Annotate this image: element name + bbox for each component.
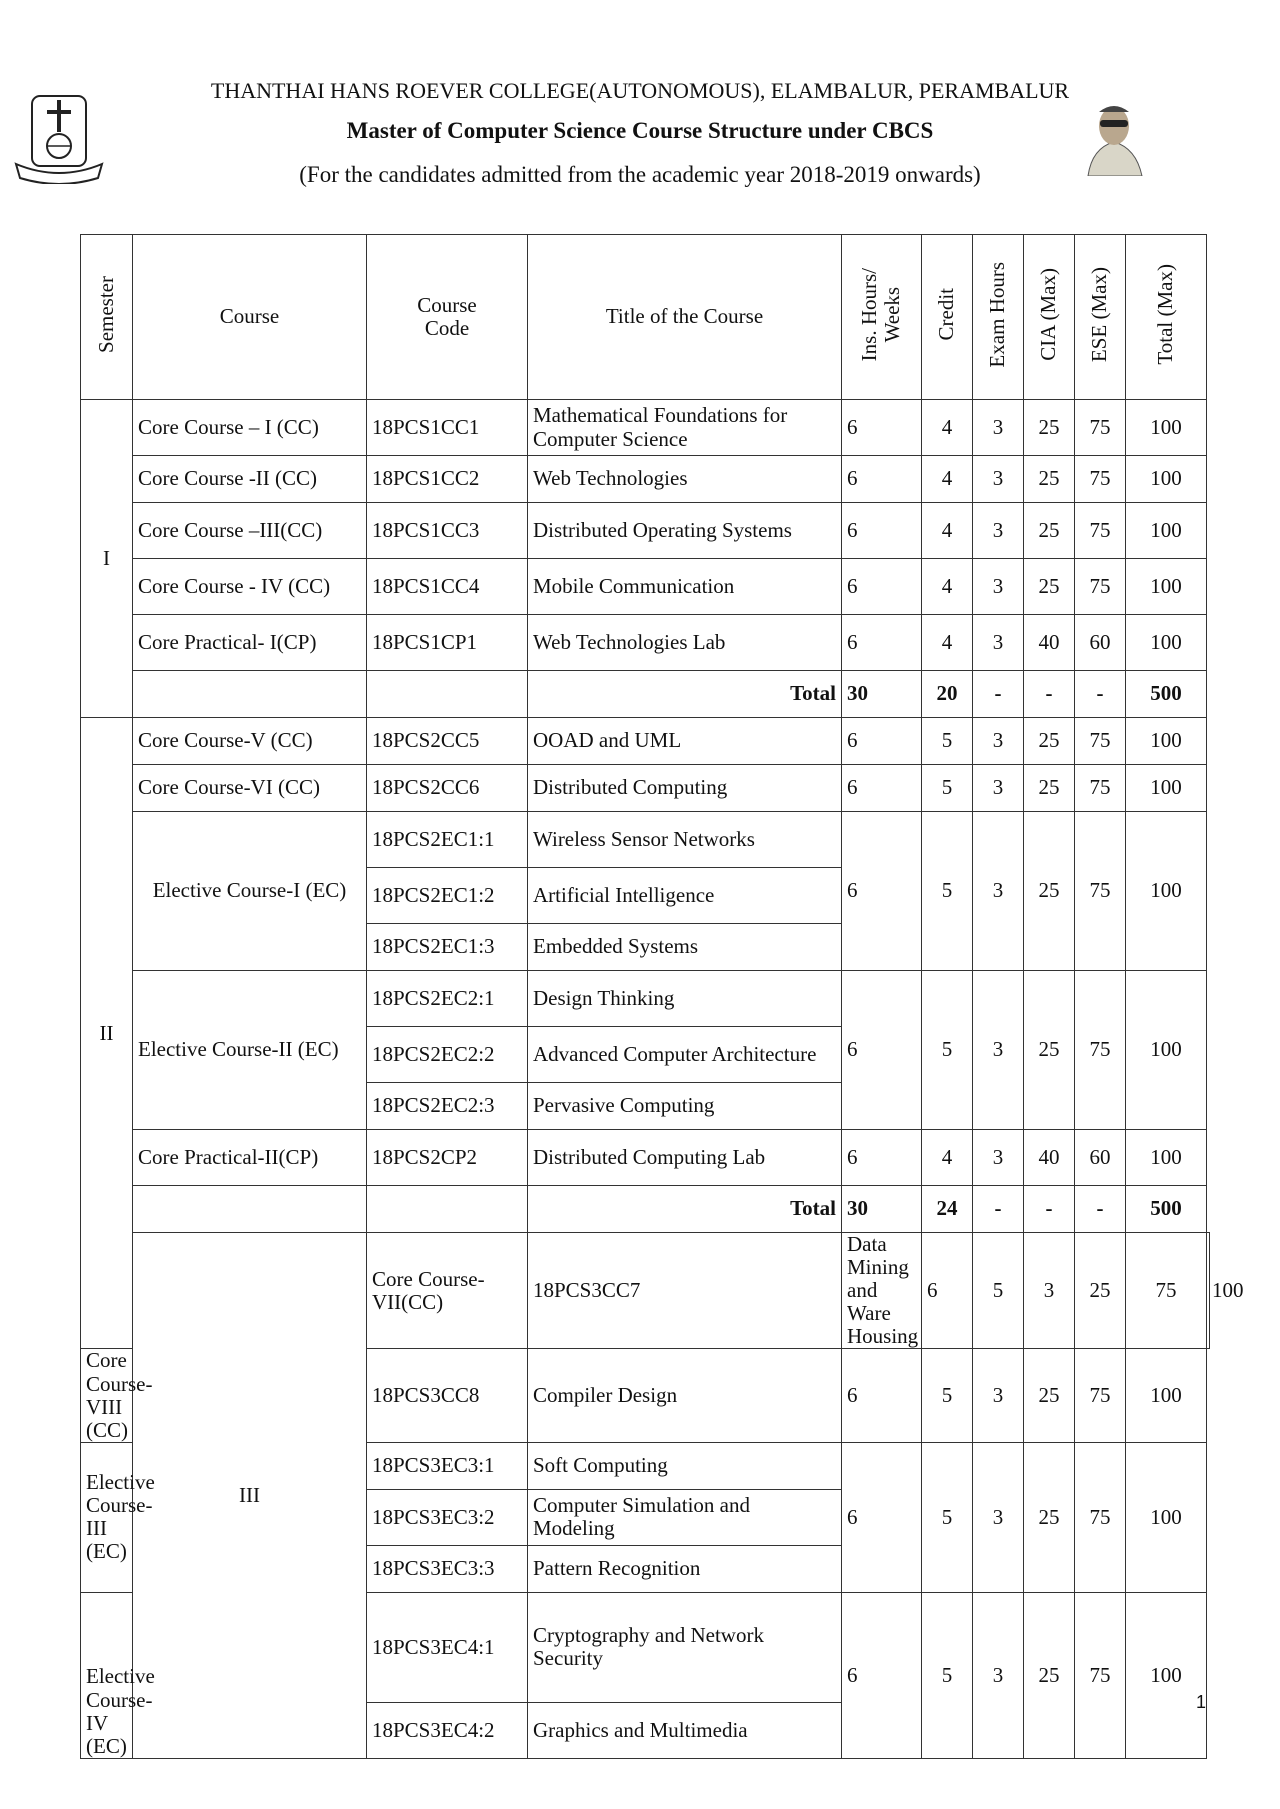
exam-hours: 3 [973,559,1024,615]
course-title: Design Thinking [528,971,842,1027]
total-label: Total [528,1186,842,1233]
ins-hours: 6 [842,1592,922,1758]
ins-hours: 6 [842,718,922,765]
course-title: Graphics and Multimedia [528,1702,842,1758]
course-code: 18PCS1CC4 [367,559,528,615]
total: 100 [1126,400,1207,456]
table-row [81,456,1210,503]
table-row [81,765,1210,812]
ese: 75 [1075,503,1126,559]
total-dash: - [973,671,1024,718]
ins-hours: 6 [842,765,922,812]
col-hours: Ins. Hours/ Weeks [842,235,922,400]
exam-hours: 3 [973,615,1024,671]
ese: 75 [1075,971,1126,1130]
table-row [81,1130,1210,1186]
ese: 75 [1075,1349,1126,1442]
ese: 60 [1075,615,1126,671]
course-title: Distributed Computing [528,765,842,812]
empty-cell [133,1186,367,1233]
total: 100 [1126,971,1207,1130]
total-credit: 20 [922,671,973,718]
table-row [81,812,1210,868]
page-title: Master of Computer Science Course Structure under CBCS [346,118,934,143]
ese: 75 [1075,765,1126,812]
total: 100 [1126,812,1207,971]
ese: 75 [1075,456,1126,503]
course-title: Soft Computing [528,1442,842,1489]
ese: 75 [1075,559,1126,615]
col-cia: CIA (Max) [1024,235,1075,400]
exam-hours: 3 [973,503,1024,559]
course-title: Distributed Operating Systems [528,503,842,559]
total: 100 [1126,1442,1207,1592]
credit: 5 [922,1442,973,1592]
course-code: 18PCS2EC2:1 [367,971,528,1027]
credit: 4 [922,1130,973,1186]
cia: 25 [1024,1592,1075,1758]
course-title: Web Technologies Lab [528,615,842,671]
exam-hours: 3 [973,765,1024,812]
course-title: Wireless Sensor Networks [528,812,842,868]
course-type: Elective Course-I (EC) [133,812,367,971]
course-code: 18PCS3EC3:3 [367,1545,528,1592]
credit: 5 [922,718,973,765]
table-row [81,971,1210,1027]
exam-hours: 3 [973,971,1024,1130]
total-row [81,1186,1210,1233]
course-code: 18PCS3EC4:2 [367,1702,528,1758]
course-title: Data Mining and Ware Housing [842,1233,922,1349]
total-marks: 500 [1126,671,1207,718]
total-hours: 30 [842,671,922,718]
total-hours: 30 [842,1186,922,1233]
ins-hours: 6 [842,559,922,615]
course-type: Core Course-VII(CC) [367,1233,528,1349]
course-code: 18PCS3CC8 [367,1349,528,1442]
total: 100 [1126,1592,1207,1758]
table-row [81,1233,1210,1349]
exam-hours: 3 [973,1442,1024,1592]
course-title: Advanced Computer Architecture [528,1027,842,1083]
exam-hours: 3 [973,812,1024,971]
total-dash: - [1024,1186,1075,1233]
cia: 25 [1024,456,1075,503]
course-type: Core Course-VI (CC) [133,765,367,812]
ese: 75 [1075,400,1126,456]
course-title: Pattern Recognition [528,1545,842,1592]
course-title: Web Technologies [528,456,842,503]
credit: 5 [922,812,973,971]
course-code: 18PCS3EC4:1 [367,1592,528,1702]
total-dash: - [1024,671,1075,718]
cia: 25 [1024,971,1075,1130]
course-type: Core Course-VIII (CC) [81,1349,133,1442]
semester-label: II [81,718,133,1349]
course-type: Core Course –III(CC) [133,503,367,559]
ins-hours: 6 [842,1349,922,1442]
total: 100 [1126,718,1207,765]
course-type: Core Practical-II(CP) [133,1130,367,1186]
course-code: 18PCS2EC1:1 [367,812,528,868]
col-ese: ESE (Max) [1075,235,1126,400]
cia: 40 [1024,1130,1075,1186]
ins-hours: 6 [842,400,922,456]
table-row [81,615,1210,671]
course-title: Pervasive Computing [528,1083,842,1130]
credit: 4 [922,615,973,671]
credit: 4 [922,400,973,456]
course-code: 18PCS2CP2 [367,1130,528,1186]
course-type: Elective Course-III (EC) [81,1442,133,1592]
table-header-row [81,235,1210,400]
course-code: 18PCS1CC2 [367,456,528,503]
semester-label: III [133,1233,367,1759]
exam-hours: 3 [973,400,1024,456]
total: 100 [1126,765,1207,812]
cia: 25 [1024,812,1075,971]
course-title: Embedded Systems [528,924,842,971]
course-code: 18PCS3EC3:1 [367,1442,528,1489]
cia: 25 [1024,559,1075,615]
ins-hours: 6 [842,456,922,503]
cia: 25 [1024,718,1075,765]
ins-hours: 6 [842,503,922,559]
total-row [81,671,1210,718]
total: 100 [1126,1130,1207,1186]
total: 100 [1126,615,1207,671]
col-course: Course [133,235,367,400]
total: 100 [1126,456,1207,503]
course-type: Elective Course-IV (EC) [81,1592,133,1758]
credit: 5 [922,971,973,1130]
credit: 4 [922,559,973,615]
ins-hours: 6 [842,812,922,971]
credit: 4 [922,456,973,503]
total: 100 [1207,1233,1210,1349]
exam-hours: 3 [973,456,1024,503]
table-row [81,503,1210,559]
course-type: Core Practical- I(CP) [133,615,367,671]
total-label: Total [528,671,842,718]
course-title: Cryptography and Network Security [528,1592,842,1702]
cia: 25 [1024,503,1075,559]
col-course-code: Course Code [367,235,528,400]
ins-hours: 6 [842,971,922,1130]
course-type: Core Course - IV (CC) [133,559,367,615]
table-row [81,559,1210,615]
col-total: Total (Max) [1126,235,1207,400]
exam-hours: 3 [973,718,1024,765]
course-structure-table [80,234,1244,1759]
course-code: 18PCS3CC7 [528,1233,842,1349]
college-name: THANTHAI HANS ROEVER COLLEGE(AUTONOMOUS), ELAMBALUR, PERAMBALUR [210,78,1070,103]
ese: 75 [1126,1233,1207,1349]
course-title: OOAD and UML [528,718,842,765]
ese: 75 [1075,1442,1126,1592]
table-row [81,400,1210,456]
ins-hours: 6 [922,1233,973,1349]
credit: 5 [973,1233,1024,1349]
col-credit: Credit [922,235,973,400]
empty-cell [133,671,367,718]
course-title: Compiler Design [528,1349,842,1442]
total-dash: - [1075,671,1126,718]
ese: 60 [1075,1130,1126,1186]
cia: 25 [1024,400,1075,456]
course-type: Elective Course-II (EC) [133,971,367,1130]
total-dash: - [973,1186,1024,1233]
semester-label: I [81,400,133,718]
exam-hours: 3 [973,1592,1024,1758]
credit: 5 [922,765,973,812]
course-title: Computer Simulation and Modeling [528,1489,842,1545]
course-code: 18PCS2EC1:2 [367,868,528,924]
course-type: Core Course – I (CC) [133,400,367,456]
col-exam-hours: Exam Hours [973,235,1024,400]
ese: 75 [1075,1592,1126,1758]
course-code: 18PCS1CC3 [367,503,528,559]
credit: 5 [922,1349,973,1442]
course-code: 18PCS2CC6 [367,765,528,812]
course-type: Core Course-V (CC) [133,718,367,765]
course-title: Distributed Computing Lab [528,1130,842,1186]
ins-hours: 6 [842,1130,922,1186]
table-row [81,718,1210,765]
ins-hours: 6 [842,615,922,671]
course-title: Artificial Intelligence [528,868,842,924]
exam-hours: 3 [1024,1233,1075,1349]
course-code: 18PCS2EC1:3 [367,924,528,971]
course-code: 18PCS2EC2:3 [367,1083,528,1130]
exam-hours: 3 [973,1130,1024,1186]
cia: 40 [1024,615,1075,671]
page-number: 1 [1196,1692,1207,1712]
empty-cell [367,671,528,718]
course-code: 18PCS1CC1 [367,400,528,456]
cia: 25 [1024,1349,1075,1442]
total: 100 [1126,1349,1207,1442]
total-dash: - [1075,1186,1126,1233]
course-code: 18PCS1CP1 [367,615,528,671]
course-code: 18PCS3EC3:2 [367,1489,528,1545]
cia: 25 [1024,765,1075,812]
credit: 5 [922,1592,973,1758]
cia: 25 [1075,1233,1126,1349]
course-code: 18PCS2CC5 [367,718,528,765]
course-code: 18PCS2EC2:2 [367,1027,528,1083]
ese: 75 [1075,812,1126,971]
exam-hours: 3 [973,1349,1024,1442]
col-semester: Semester [81,235,133,400]
cia: 25 [1024,1442,1075,1592]
ins-hours: 6 [842,1442,922,1592]
page-subtitle: (For the candidates admitted from the academic year 2018-2019 onwards) [299,162,981,187]
total: 100 [1126,503,1207,559]
col-title: Title of the Course [528,235,842,400]
course-title: Mathematical Foundations for Computer Science [528,400,842,456]
total-marks: 500 [1126,1186,1207,1233]
course-title: Mobile Communication [528,559,842,615]
total: 100 [1126,559,1207,615]
course-type: Core Course -II (CC) [133,456,367,503]
ese: 75 [1075,718,1126,765]
total-credit: 24 [922,1186,973,1233]
credit: 4 [922,503,973,559]
empty-cell [367,1186,528,1233]
